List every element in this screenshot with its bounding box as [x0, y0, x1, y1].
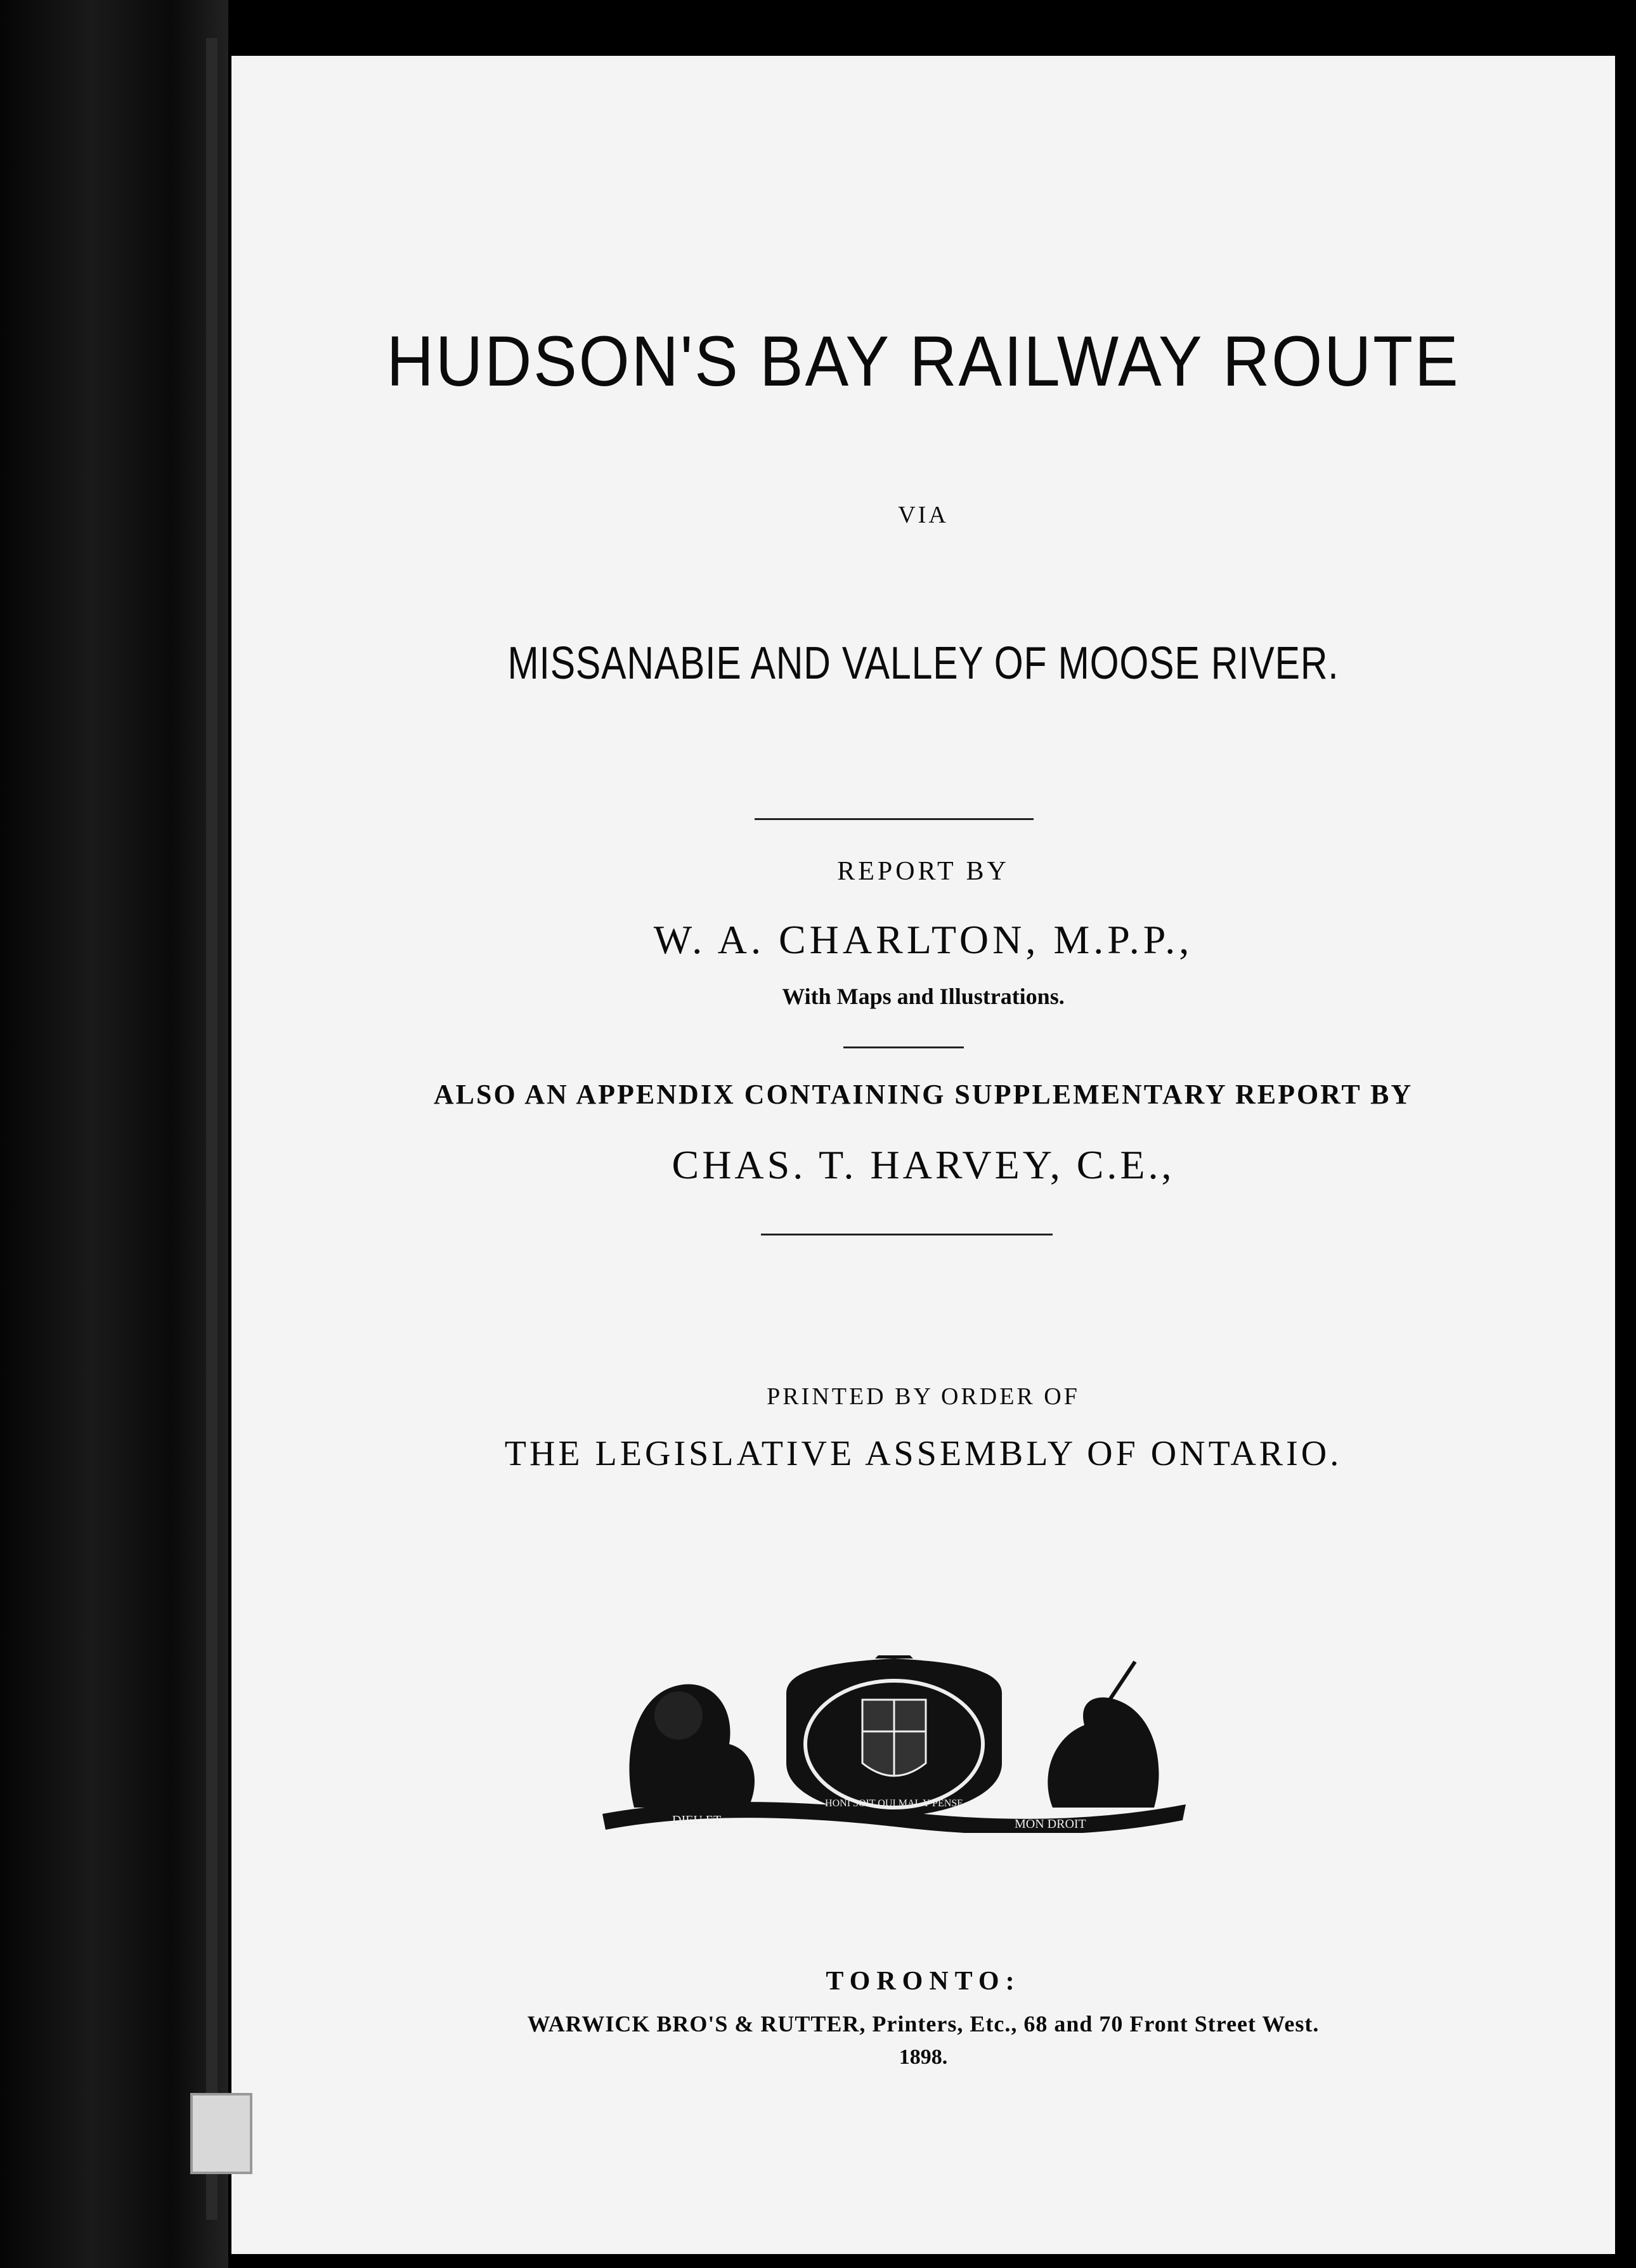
- report-by-label: REPORT BY: [837, 857, 1010, 886]
- imprint-printer: WARWICK BRO'S & RUTTER, Printers, Etc., 68 and 70 Front Street West.: [527, 2011, 1320, 2037]
- divider-rule: [761, 1234, 1053, 1235]
- maps-note: With Maps and Illustrations.: [782, 984, 1065, 1009]
- spine-edge: [206, 38, 217, 2220]
- library-label: [190, 2093, 252, 2174]
- imprint-year: 1898.: [899, 2045, 948, 2069]
- appendix-note: ALSO AN APPENDIX CONTAINING SUPPLEMENTARY REPORT BY: [433, 1079, 1413, 1110]
- assembly-name: THE LEGISLATIVE ASSEMBLY OF ONTARIO.: [504, 1434, 1342, 1473]
- divider-rule: [843, 1046, 964, 1048]
- imprint-city: TORONTO:: [826, 1967, 1021, 1996]
- book-title: HUDSON'S BAY RAILWAY ROUTE: [386, 322, 1460, 401]
- royal-coat-of-arms: [596, 1655, 1192, 1833]
- garter-motto: HONI SOIT QUI MAL Y PENSE: [825, 1798, 963, 1809]
- motto-right: MON DROIT: [1015, 1817, 1086, 1831]
- book-spine: [0, 0, 228, 2268]
- book-subtitle: MISSANABIE AND VALLEY OF MOOSE RIVER.: [507, 638, 1339, 689]
- printed-by-label: PRINTED BY ORDER OF: [767, 1383, 1080, 1410]
- via-label: VIA: [898, 502, 949, 528]
- motto-left: DIEU ET: [672, 1813, 722, 1827]
- divider-rule: [755, 818, 1034, 820]
- second-author-name: CHAS. T. HARVEY, C.E.,: [672, 1142, 1175, 1187]
- author-name: W. A. CHARLTON, M.P.P.,: [653, 917, 1193, 962]
